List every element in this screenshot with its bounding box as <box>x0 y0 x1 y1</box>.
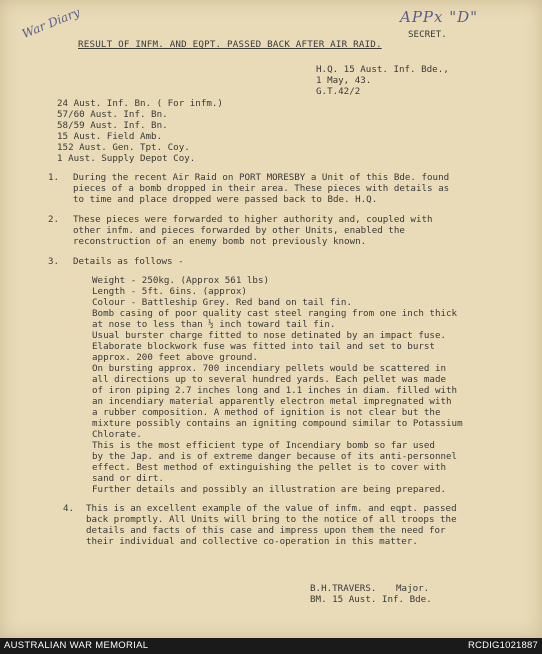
paragraph-line: These pieces were forwarded to higher authority and, coupled with <box>73 214 433 225</box>
list-item: 1 Aust. Supply Depot Coy. <box>57 153 196 164</box>
detail-line: Chlorate. <box>92 429 142 440</box>
paragraph-line: During the recent Air Raid on PORT MORESBY a Unit of this Bde. found <box>73 172 450 183</box>
document-title: RESULT OF INFM. AND EQPT. PASSED BACK AFTER AIR RAID. <box>78 39 382 50</box>
paragraph-intro: Details as follows - <box>73 256 184 267</box>
appendix-annotation: APPx "D" <box>400 8 479 26</box>
paragraph-line: to time and place dropped were passed back to Bde. H.Q. <box>73 194 378 205</box>
detail-line: Bomb casing of poor quality cast steel ranging from one inch thick <box>92 308 458 319</box>
list-item: 24 Aust. Inf. Bn. ( For infm.) <box>57 98 223 109</box>
detail-line: at nose to less than ½ inch toward tail fin. <box>92 319 336 330</box>
archive-name: AUSTRALIAN WAR MEMORIAL <box>4 640 149 651</box>
paragraph-line: other infm. and pieces forwarded by other Units, enabled the <box>73 225 405 236</box>
detail-line: an incendiary material apparently electron metal impregnated with <box>92 396 452 407</box>
list-item: 58/59 Aust. Inf. Bn. <box>57 120 168 131</box>
record-id: RCDIG1021887 <box>468 640 538 651</box>
list-item: 57/60 Aust. Inf. Bn. <box>57 109 168 120</box>
detail-line: Further details and possibly an illustration are being prepared. <box>92 484 447 495</box>
secret-marking: SECRET. <box>408 29 447 40</box>
paragraph-line: details and facts of this case and impress upon them the need for <box>86 525 446 536</box>
detail-line: On bursting approx. 700 incendiary pellets would be scattered in <box>92 363 447 374</box>
detail-line: Colour - Battleship Grey. Red band on tail fin. <box>92 297 352 308</box>
paragraph-number: 3. <box>48 256 60 267</box>
list-item: 152 Aust. Gen. Tpt. Coy. <box>57 142 190 153</box>
paragraph-line: their individual and collective co-operation in this matter. <box>86 536 418 547</box>
paragraph-line: back promptly. All Units will bring to the notice of all troops the <box>86 514 457 525</box>
signature-appointment: BM. 15 Aust. Inf. Bde. <box>310 594 432 605</box>
detail-line: approx. 200 feet above ground. <box>92 352 258 363</box>
detail-line: Weight - 250kg. (Approx 561 lbs) <box>92 275 270 286</box>
detail-line: a rubber composition. A method of ignition is not clear but the <box>92 407 441 418</box>
signature-name: B.H.TRAVERS. <box>310 583 377 594</box>
paragraph-number: 4. <box>63 503 75 514</box>
detail-line: Usual burster charge fitted to nose detinated by an impact fuse. <box>92 330 447 341</box>
paragraph-line: This is an excellent example of the value of infm. and eqpt. passed <box>86 503 457 514</box>
detail-line: by the Jap. and is of extreme danger because of its anti-personnel <box>92 451 458 462</box>
detail-line: Elaborate blockwork fuse was fitted into tail and set to burst <box>92 341 435 352</box>
detail-line: of iron piping 2.7 inches long and 1.1 inches in diam. filled with <box>92 385 458 396</box>
war-diary-annotation: War Diary <box>20 5 82 41</box>
paragraph-number: 1. <box>48 172 60 183</box>
signature-rank: Major. <box>396 583 430 594</box>
detail-line: This is the most efficient type of Incendiary bomb so far used <box>92 440 435 451</box>
paragraph-number: 2. <box>48 214 60 225</box>
archive-footer <box>0 638 542 654</box>
detail-line: Length - 5ft. 6ins. (approx) <box>92 286 247 297</box>
paragraph-line: reconstruction of an enemy bomb not previously known. <box>73 236 367 247</box>
date-line: 1 May, 43. <box>316 75 372 86</box>
reference-line: G.T.42/2 <box>316 86 361 97</box>
hq-line: H.Q. 15 Aust. Inf. Bde., <box>316 64 449 75</box>
detail-line: effect. Best method of extinguishing the pellet is to cover with <box>92 462 447 473</box>
detail-line: mixture possibly contains an igniting compound similar to Potassium <box>92 418 463 429</box>
detail-line: all directions up to several hundred yards. Each pellet was made <box>92 374 447 385</box>
paragraph-line: pieces of a bomb dropped in their area. These pieces with details as <box>73 183 450 194</box>
detail-line: sand or dirt. <box>92 473 164 484</box>
list-item: 15 Aust. Field Amb. <box>57 131 163 142</box>
